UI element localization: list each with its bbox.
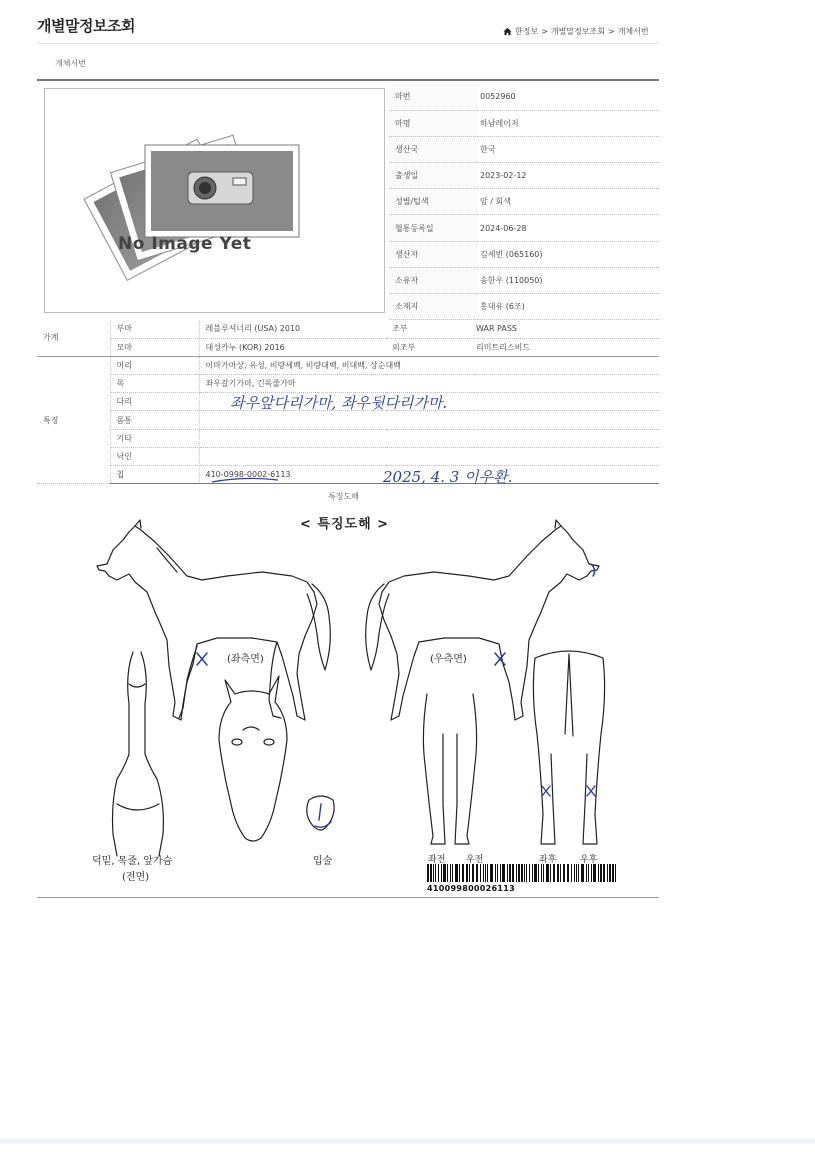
- breadcrumb-item-current: 개체서번: [617, 27, 649, 36]
- info-row: [389, 294, 659, 320]
- horse-photo-placeholder: [44, 88, 385, 313]
- barcode-bar: [571, 864, 572, 882]
- barcode-bar: [524, 864, 525, 882]
- barcode-bar: [543, 864, 544, 882]
- info-value: 2023-02-12: [478, 163, 659, 189]
- barcode-bar: [450, 864, 451, 882]
- camera-icon: [188, 172, 253, 204]
- barcode-bar: [588, 864, 589, 882]
- hind-legs-drawing: [533, 651, 604, 844]
- barcode-bar: [509, 864, 511, 882]
- table-row: [37, 375, 659, 393]
- grandsire-label: 조부: [386, 320, 474, 338]
- horse-info-table: [389, 84, 659, 320]
- barcode-number: 410099800026113: [427, 884, 515, 893]
- info-label: 생산국: [389, 136, 478, 162]
- barcode-bar: [497, 864, 498, 882]
- barcode-bar: [563, 864, 565, 882]
- head-front-drawing: [219, 676, 287, 841]
- barcode-bar: [441, 864, 442, 882]
- feature-value: [199, 411, 659, 429]
- breadcrumb-item-home[interactable]: 한정보: [515, 27, 539, 36]
- feature-label: 기타: [110, 429, 199, 447]
- barcode-bar: [435, 864, 436, 882]
- table-row: [37, 320, 659, 338]
- barcode-bar: [538, 864, 539, 882]
- breadcrumb-item-search[interactable]: 개별말정보조회: [550, 27, 605, 36]
- grandsire-value: WAR PASS: [474, 320, 659, 338]
- feature-label: 목: [110, 375, 199, 393]
- barcode-bar: [591, 864, 592, 882]
- barcode-bar: [593, 864, 596, 882]
- barcode-bar: [516, 864, 517, 882]
- barcode-bar: [586, 864, 587, 882]
- barcode-bar: [490, 864, 493, 882]
- footer-band: [0, 1138, 815, 1144]
- barcode-bar: [578, 864, 579, 882]
- table-row: [37, 466, 659, 484]
- home-icon[interactable]: [503, 27, 512, 36]
- front-view-sublabel: (전면): [122, 872, 150, 883]
- feature-value: 좌우갈기가마, 긴목줄가마: [199, 375, 659, 393]
- chevron-right-icon: >: [608, 27, 615, 36]
- info-row: [389, 163, 659, 189]
- left-side-horse-drawing: [97, 520, 330, 720]
- barcode-bar: [576, 864, 577, 882]
- barcode-bar: [574, 864, 575, 882]
- table-row: [37, 447, 659, 465]
- photo-stack-icon: [45, 89, 386, 314]
- breadcrumb: [503, 26, 649, 37]
- info-value: 암 / 회색: [478, 189, 659, 215]
- feature-label: 다리: [110, 393, 199, 411]
- info-value: 송한우 (110050): [478, 267, 659, 293]
- barcode-bar: [609, 864, 611, 882]
- page-title: 개별말정보조회: [37, 17, 135, 35]
- no-image-label: No Image Yet: [118, 234, 252, 254]
- barcode-bar: [443, 864, 446, 882]
- info-row: [389, 215, 659, 241]
- diagram-title: < 특징도해 >: [300, 517, 390, 532]
- sire-value: 레블루셔너리 (USA) 2010: [199, 320, 386, 338]
- barcode-bar: [518, 864, 520, 882]
- features-group-label: 특징: [37, 356, 110, 483]
- barcode-bar: [472, 864, 474, 882]
- barcode-bar: [600, 864, 602, 882]
- table-row: [37, 356, 659, 374]
- barcode: [427, 864, 616, 882]
- barcode-bar: [500, 864, 501, 882]
- barcode-bar: [603, 864, 605, 882]
- dam-label: 모마: [110, 338, 199, 356]
- barcode-bar: [546, 864, 549, 882]
- right-side-label: (우측면): [430, 654, 467, 665]
- front-chest-drawing: [113, 652, 164, 856]
- info-value: 한국: [478, 136, 659, 162]
- barcode-bar: [480, 864, 481, 882]
- muzzle-label: 입술: [313, 856, 333, 867]
- barcode-bar: [430, 864, 432, 882]
- barcode-bar: [502, 864, 505, 882]
- chevron-right-icon: >: [541, 27, 548, 36]
- sire-label: 부마: [110, 320, 199, 338]
- front-right-leg-label: 우전: [466, 855, 484, 865]
- barcode-bar: [433, 864, 434, 882]
- pedigree-group-label: 가계: [37, 320, 110, 356]
- info-value: 김세빈 (065160): [478, 241, 659, 267]
- right-side-horse-drawing: [366, 520, 599, 720]
- handwritten-underline: [210, 474, 280, 486]
- handwritten-legs-note: 좌우앞다리가마, 좌우뒷다리가마.: [230, 394, 448, 412]
- info-row: [389, 110, 659, 136]
- front-left-leg-label: 좌전: [428, 855, 446, 865]
- barcode-bar: [557, 864, 559, 882]
- barcode-bar: [532, 864, 533, 882]
- barcode-bar: [466, 864, 468, 882]
- damsire-label: 외조부: [386, 338, 474, 356]
- hind-left-leg-label: 좌후: [539, 855, 557, 865]
- feature-label: 칩: [110, 466, 199, 484]
- barcode-bar: [521, 864, 523, 882]
- horse-markings-diagram: [37, 504, 659, 898]
- diagram-caption: 특징도해: [328, 492, 359, 501]
- barcode-bar: [427, 864, 429, 882]
- barcode-bar: [455, 864, 458, 882]
- barcode-bar: [550, 864, 551, 882]
- feature-value: [199, 429, 659, 447]
- table-row: [37, 429, 659, 447]
- barcode-bar: [541, 864, 542, 882]
- barcode-bar: [553, 864, 555, 882]
- info-row: [389, 241, 659, 267]
- handwritten-signature: 2025, 4. 3 이우환.: [383, 468, 513, 486]
- barcode-bar: [447, 864, 448, 882]
- feature-value: [199, 447, 659, 465]
- divider: [37, 43, 659, 44]
- muzzle-drawing: [307, 796, 334, 830]
- info-row: [389, 84, 659, 110]
- divider: [37, 79, 659, 81]
- barcode-bar: [512, 864, 514, 882]
- info-label: 마번: [389, 84, 478, 110]
- info-value: 홍대유 (6조): [478, 294, 659, 320]
- front-view-label: 덕밑, 목줄, 앞가슴: [92, 856, 173, 867]
- barcode-bar: [526, 864, 527, 882]
- info-label: 혈통등록일: [389, 215, 478, 241]
- barcode-bar: [529, 864, 530, 882]
- front-legs-drawing: [423, 694, 476, 844]
- barcode-bar: [581, 864, 584, 882]
- info-label: 소재지: [389, 294, 478, 320]
- table-row: [37, 338, 659, 356]
- hind-right-leg-label: 우후: [580, 855, 598, 865]
- info-row: [389, 267, 659, 293]
- dam-value: 대성카누 (KOR) 2016: [199, 338, 386, 356]
- barcode-bar: [615, 864, 616, 882]
- barcode-bar: [567, 864, 569, 882]
- info-label: 마명: [389, 110, 478, 136]
- barcode-bar: [476, 864, 478, 882]
- damsire-value: 리미트리스비드: [474, 338, 659, 356]
- feature-label: 머리: [110, 356, 199, 374]
- barcode-bar: [507, 864, 508, 882]
- info-label: 출생일: [389, 163, 478, 189]
- info-value: 0052960: [478, 84, 659, 110]
- info-row: [389, 189, 659, 215]
- info-value: 2024-06-28: [478, 215, 659, 241]
- barcode-bar: [462, 864, 464, 882]
- info-value: 하남레이저: [478, 110, 659, 136]
- barcode-bar: [495, 864, 496, 882]
- left-side-label: (좌측면): [227, 654, 264, 665]
- info-row: [389, 136, 659, 162]
- barcode-bar: [598, 864, 599, 882]
- barcode-bar: [612, 864, 614, 882]
- barcode-bar: [560, 864, 561, 882]
- feature-value: 이마가마상, 유성, 비량세백, 비량대백, 비대백, 상순대백: [199, 356, 659, 374]
- barcode-bar: [487, 864, 488, 882]
- feature-label: 몸통: [110, 411, 199, 429]
- barcode-bar: [534, 864, 537, 882]
- info-label: 성별/털색: [389, 189, 478, 215]
- feature-value: 410-0998-0002-6113: [199, 466, 659, 484]
- barcode-bar: [469, 864, 470, 882]
- barcode-bar: [483, 864, 484, 882]
- info-label: 생산자: [389, 241, 478, 267]
- barcode-bar: [459, 864, 460, 882]
- tab-profile[interactable]: 개체서번: [55, 59, 86, 68]
- barcode-bar: [485, 864, 486, 882]
- table-row: [37, 411, 659, 429]
- feature-label: 낙인: [110, 447, 199, 465]
- info-label: 소유자: [389, 267, 478, 293]
- barcode-bar: [607, 864, 608, 882]
- barcode-bar: [438, 864, 439, 882]
- barcode-bar: [452, 864, 453, 882]
